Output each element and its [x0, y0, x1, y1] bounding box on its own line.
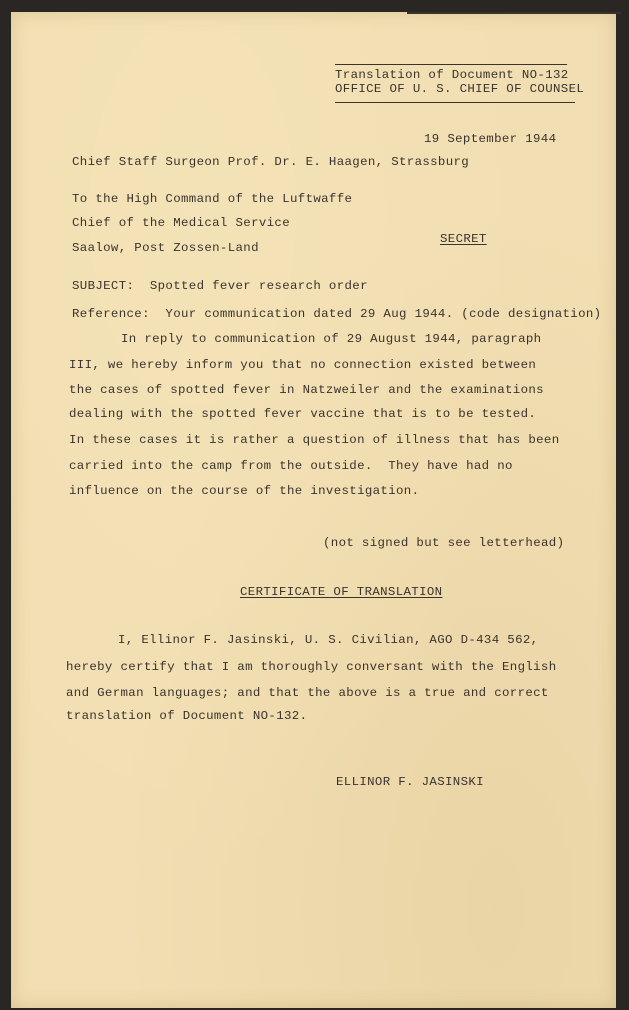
body-line: influence on the course of the investigation.: [69, 484, 420, 498]
signature-note: (not signed but see letterhead): [323, 536, 565, 550]
sender-line: Chief Staff Surgeon Prof. Dr. E. Haagen, Strassburg: [72, 155, 470, 169]
office-header: OFFICE OF U. S. CHIEF OF COUNSEL: [335, 82, 585, 96]
reference-line: Reference: Your communication dated 29 Aug 1944. (code designation): [72, 307, 602, 321]
recipient-line: To the High Command of the Luftwaffe: [72, 192, 353, 206]
classification-secret: SECRET: [440, 232, 487, 246]
header-rule-bottom: [335, 102, 575, 103]
signer-name: ELLINOR F. JASINSKI: [336, 775, 484, 789]
body-line: In reply to communication of 29 August 1944, paragraph: [121, 332, 542, 346]
certificate-line: and German languages; and that the above is a true and correct: [66, 686, 549, 700]
recipient-line: Saalow, Post Zossen-Land: [72, 241, 259, 255]
document-page: [11, 12, 616, 1008]
certificate-line: hereby certify that I am thoroughly conversant with the English: [66, 660, 557, 674]
recipient-line: Chief of the Medical Service: [72, 216, 290, 230]
body-line: the cases of spotted fever in Natzweiler and the examinations: [69, 383, 544, 397]
header-rule-top: [335, 64, 567, 65]
subject-line: SUBJECT: Spotted fever research order: [72, 279, 368, 293]
top-edge-mark: [407, 12, 621, 14]
certificate-title: CERTIFICATE OF TRANSLATION: [240, 585, 443, 599]
certificate-line: I, Ellinor F. Jasinski, U. S. Civilian, AGO D-434 562,: [118, 633, 539, 647]
body-line: III, we hereby inform you that no connection existed between: [69, 358, 537, 372]
body-line: carried into the camp from the outside. They have had no: [69, 459, 513, 473]
body-line: In these cases it is rather a question of illness that has been: [69, 433, 560, 447]
certificate-line: translation of Document NO-132.: [66, 709, 308, 723]
translation-header: Translation of Document NO-132: [335, 68, 569, 82]
letter-date: 19 September 1944: [424, 132, 557, 146]
body-line: dealing with the spotted fever vaccine that is to be tested.: [69, 407, 537, 421]
